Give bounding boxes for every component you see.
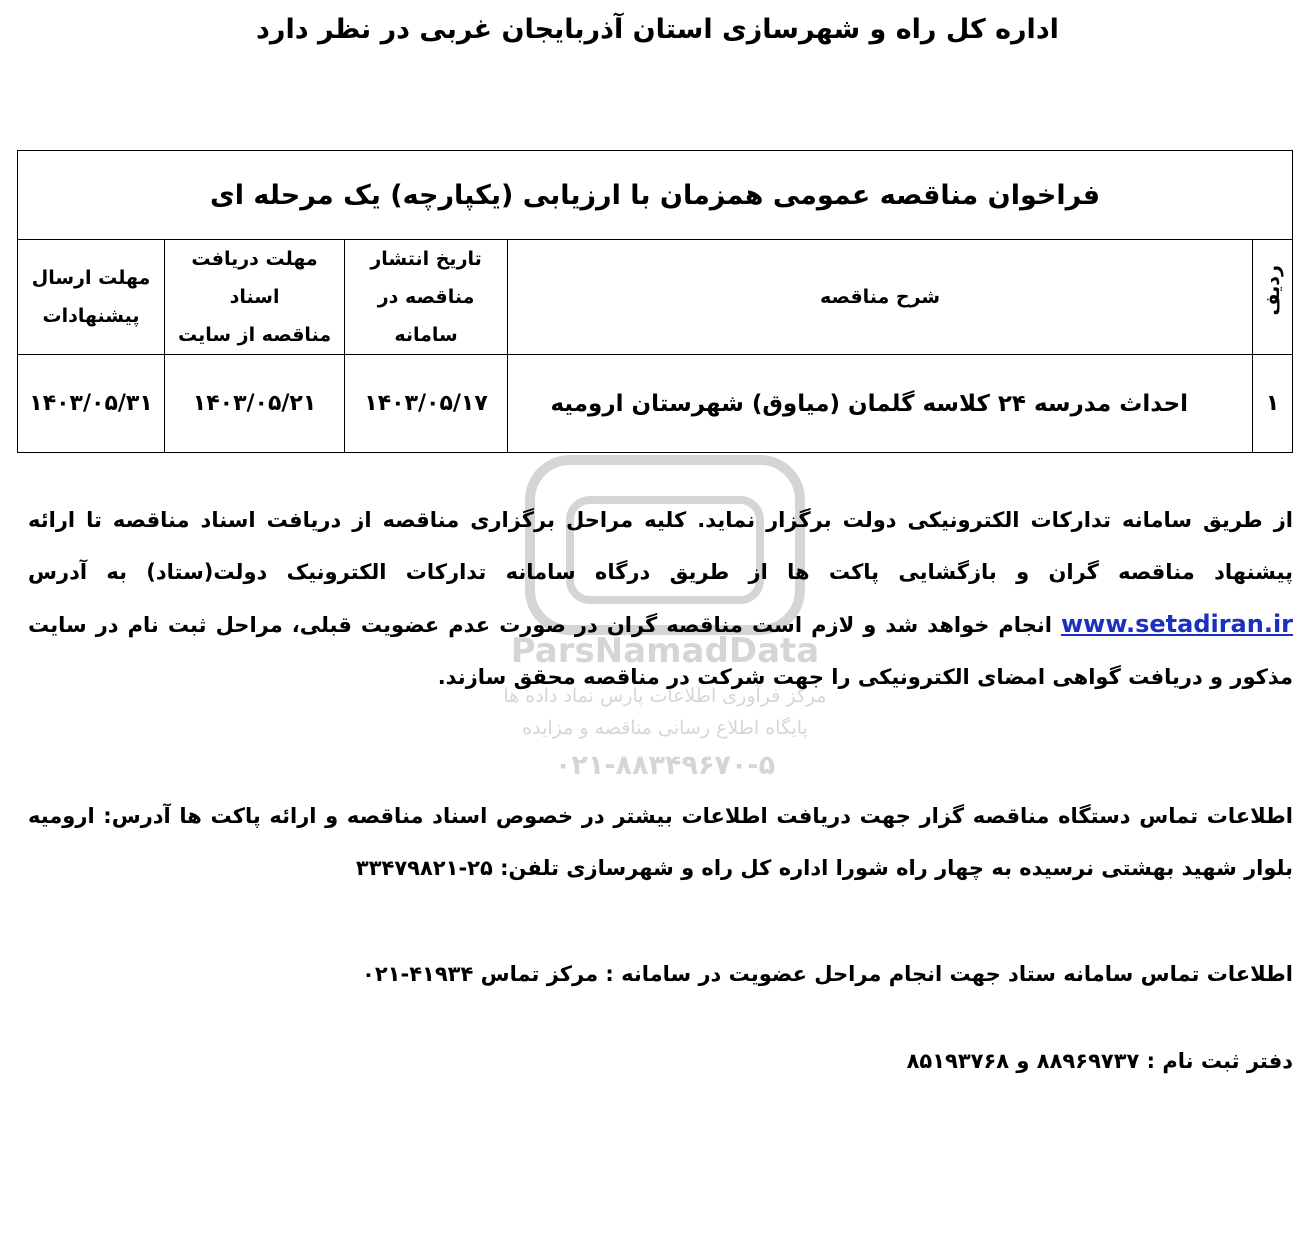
watermark-line2: پایگاه اطلاع رسانی مناقصه و مزایده — [522, 717, 808, 739]
paragraph-procedure — [28, 494, 1293, 703]
cell-description: احداث مدرسه ۲۴ کلاسه گلمان (میاوق) شهرستان ارومیه — [508, 355, 1253, 453]
paragraph-procedure-part1: از طریق سامانه تدارکات الکترونیکی دولت برگزار نماید. کلیه مراحل برگزاری مناقصه از دریافت اسناد مناقصه تا ارائه پیشنهاد مناقصه گران و بازگشایی پاکت ها از طریق درگاه سامانه تدارکات الکترونیک دولت(ستاد) به آدرس — [28, 508, 1293, 584]
watermark-line1: مرکز فرآوری اطلاعات پارس نماد داده ها — [503, 685, 827, 707]
publish-date-header-line1: تاریخ انتشار — [370, 248, 482, 270]
watermark-phone: ۰۲۱-۸۸۳۴۹۶۷۰-۵ — [554, 750, 776, 781]
column-header-publish-date — [345, 240, 508, 355]
table-header-row — [18, 240, 1293, 355]
tender-table — [17, 150, 1293, 453]
setadiran-link[interactable]: www.setadiran.ir — [1060, 610, 1294, 638]
column-header-row-number — [1253, 240, 1293, 355]
tender-table-title: فراخوان مناقصه عمومی همزمان با ارزیابی (یکپارچه) یک مرحله ای — [18, 151, 1293, 240]
submit-deadline-header-line2: پیشنهادات — [42, 305, 140, 327]
cell-row-number: ۱ — [1253, 355, 1293, 453]
table-row — [18, 355, 1293, 453]
publish-date-header-line2: مناقصه در سامانه — [377, 286, 475, 346]
column-header-description: شرح مناقصه — [508, 240, 1253, 355]
receive-deadline-header-line1: مهلت دریافت اسناد — [191, 248, 318, 308]
announcement-header: اداره کل راه و شهرسازی استان آذربایجان غربی در نظر دارد — [256, 14, 1059, 45]
paragraph-setad-contact: اطلاعات تماس سامانه ستاد جهت انجام مراحل عضویت در سامانه : مرکز تماس ۴۱۹۳۴-۰۲۱ — [362, 962, 1293, 986]
cell-receive-deadline: ۱۴۰۳/۰۵/۲۱ — [165, 355, 345, 453]
watermark-brand: ParsNamadData — [510, 631, 820, 671]
paragraph-procedure-part2: انجام خواهد شد و لازم است مناقصه گران در صورت عدم عضویت قبلی، مراحل ثبت نام در سایت مذکور و دریافت گواهی امضای الکترونیکی را جهت شرکت در مناقصه محقق سازند. — [28, 613, 1293, 689]
receive-deadline-header-line2: مناقصه از سایت — [178, 324, 332, 346]
submit-deadline-header-line1: مهلت ارسال — [31, 267, 151, 289]
cell-submit-deadline: ۱۴۰۳/۰۵/۳۱ — [18, 355, 165, 453]
paragraph-registration-office: دفتر ثبت نام : ۸۸۹۶۹۷۳۷ و ۸۵۱۹۳۷۶۸ — [906, 1049, 1293, 1073]
cell-publish-date: ۱۴۰۳/۰۵/۱۷ — [345, 355, 508, 453]
paragraph-contact-address: اطلاعات تماس دستگاه مناقصه گزار جهت دریافت اطلاعات بیشتر در خصوص اسناد مناقصه و ارائه پاکت ها آدرس: ارومیه بلوار شهید بهشتی نرسیده به چهار راه شورا اداره کل راه و شهرسازی تلفن: ۲۵-۳۳۴۷۹۸۲۱ — [28, 804, 1293, 880]
row-number-label: ردیف — [1261, 265, 1284, 316]
column-header-submit-deadline — [18, 240, 165, 355]
column-header-receive-deadline — [165, 240, 345, 355]
